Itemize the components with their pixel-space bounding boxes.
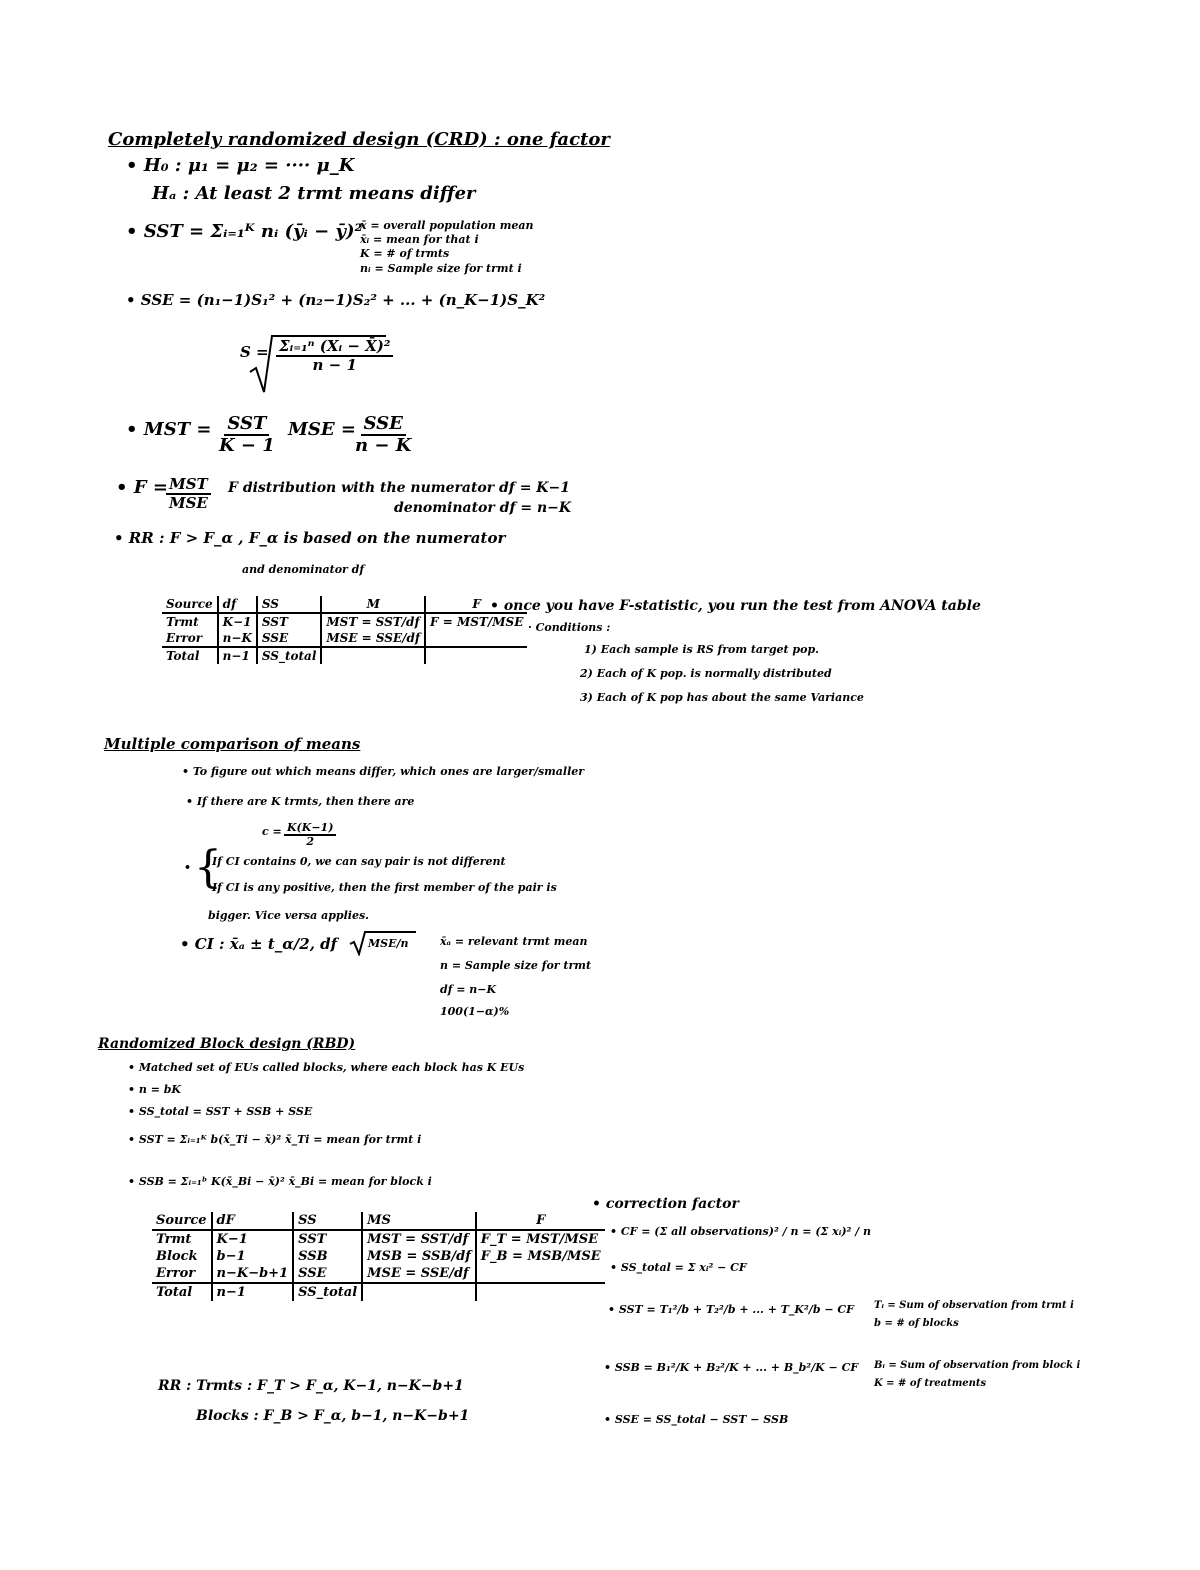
table-cell: Total: [156, 1285, 193, 1300]
table-cell: F = MST/MSE: [425, 613, 527, 630]
condition-item: 2) Each of K pop. is normally distributed: [580, 667, 832, 680]
table-header: dF: [212, 1212, 294, 1230]
table-cell: Error: [162, 630, 218, 647]
crd-rejection-region-2: and denominator df: [242, 563, 365, 576]
crd-note: x̄ = overall population mean: [360, 219, 534, 232]
anova-side-note: • once you have F-statistic, you run the test from ANOVA table: [490, 598, 981, 614]
rbd-rejection-region-2: Blocks : F_B > F_α, b−1, n−K−b+1: [196, 1408, 470, 1424]
condition-item: 3) Each of K pop has about the same Variance: [580, 691, 864, 704]
table-header: SS: [293, 1212, 362, 1230]
table-cell: SSE: [257, 630, 322, 647]
f-note: F distribution with the numerator df = K−1: [228, 480, 570, 496]
rbd-sst-formula: • SST = T₁²/b + T₂²/b + ... + T_K²/b − CF: [608, 1303, 854, 1316]
table-cell: SS_total: [293, 1283, 362, 1301]
table-cell: n−K: [218, 630, 257, 647]
table-cell: Total: [166, 649, 200, 663]
s-numerator: Σᵢ₌₁ⁿ (Xᵢ − X̄)²: [276, 338, 393, 357]
ci-formula: • CI : x̄ₐ ± t_α/2, df: [180, 935, 338, 953]
mse-fraction: [352, 414, 414, 456]
rbd-anova-table: [152, 1212, 605, 1301]
table-cell: [476, 1265, 605, 1283]
mcm-bullet: • To figure out which means differ, which ones are larger/smaller: [182, 765, 585, 778]
table-header: F: [476, 1212, 605, 1230]
table-cell: Error: [152, 1265, 212, 1283]
rbd-bullet: • SSB = Σᵢ₌₁ᵇ K(x̄_Bi − x̄)² x̄_Bi = mean for block i: [128, 1175, 432, 1188]
table-cell: MSE = SSE/df: [321, 630, 425, 647]
table-cell: n−1: [212, 1283, 294, 1301]
c-lhs: c =: [262, 825, 282, 838]
mcm-note: 100(1−α)%: [440, 1005, 510, 1018]
mcm-note: x̄ₐ = relevant trmt mean: [440, 935, 588, 948]
s-fraction: [276, 338, 393, 373]
cf-title: • correction factor: [592, 1196, 739, 1212]
table-cell: MSB = SSB/df: [362, 1248, 476, 1265]
table-cell: K−1: [212, 1230, 294, 1248]
mse-denominator: n − K: [355, 434, 412, 456]
mst-denominator: K − 1: [219, 434, 275, 456]
rbd-title: Randomized Block design (RBD): [98, 1036, 356, 1052]
ci-rule: If CI is any positive, then the first member of the pair is: [212, 881, 557, 894]
rbd-rejection-region: RR : Trmts : F_T > F_α, K−1, n−K−b+1: [158, 1378, 464, 1394]
table-header: M: [321, 596, 425, 613]
table-cell: [476, 1283, 605, 1301]
crd-note: K = # of trmts: [360, 247, 450, 260]
crd-alt-hypothesis: Hₐ : At least 2 trmt means differ: [152, 183, 476, 204]
crd-sse-formula: • SSE = (n₁−1)S₁² + (n₂−1)S₂² + ... + (n_K−1)S_K²: [126, 291, 546, 309]
table-cell: [321, 647, 425, 664]
mse-lhs: MSE =: [288, 419, 356, 440]
c-denominator: 2: [306, 835, 315, 849]
rbd-ssb-formula: • SSB = B₁²/K + B₂²/K + ... + B_b²/K − CF: [604, 1361, 859, 1374]
table-cell: [362, 1283, 476, 1301]
f-note: denominator df = n−K: [394, 500, 572, 516]
mse-numerator: SSE: [361, 414, 406, 436]
mst-fraction: [216, 414, 278, 456]
ssb-note: Bᵢ = Sum of observation from block i: [874, 1360, 1081, 1371]
table-cell: Trmt: [156, 1232, 192, 1247]
f-numerator: MST: [166, 476, 211, 495]
table-header: Source: [162, 596, 218, 613]
table-cell: n−1: [218, 647, 257, 664]
ci-rule: bigger. Vice versa applies.: [208, 909, 369, 922]
table-cell: n−K−b+1: [212, 1265, 294, 1283]
crd-title: Completely randomized design (CRD) : one factor: [108, 129, 610, 150]
table-cell: MST = SST/df: [362, 1230, 476, 1248]
table-cell: MSE = SSE/df: [362, 1265, 476, 1283]
mcm-note: df = n−K: [440, 983, 497, 996]
condition-item: 1) Each sample is RS from target pop.: [584, 643, 819, 656]
table-cell: [425, 647, 527, 664]
conditions-label: · Conditions :: [528, 621, 611, 634]
rbd-bullet: • SS_total = SST + SSB + SSE: [128, 1105, 313, 1118]
crd-note: nᵢ = Sample size for trmt i: [360, 262, 522, 275]
table-cell: K−1: [218, 613, 257, 630]
mcm-bullet: • If there are K trmts, then there are: [186, 795, 415, 808]
brace-symbol: {: [194, 842, 222, 893]
table-cell: SST: [257, 613, 322, 630]
table-cell: SSB: [293, 1248, 362, 1265]
mcm-note: n = Sample size for trmt: [440, 959, 592, 972]
c-numerator: K(K−1): [284, 822, 336, 836]
sst-note: Tᵢ = Sum of observation from trmt i: [874, 1300, 1074, 1311]
table-cell: SSE: [293, 1265, 362, 1283]
table-cell: F_T = MST/MSE: [476, 1230, 605, 1248]
rbd-bullet: • Matched set of EUs called blocks, where each block has K EUs: [128, 1061, 525, 1074]
crd-sst-formula: • SST = Σᵢ₌₁ᴷ nᵢ (ȳᵢ − ȳ)²: [126, 221, 363, 242]
crd-null-hypothesis: • H₀ : μ₁ = μ₂ = ···· μ_K: [126, 155, 355, 176]
table-header: MS: [362, 1212, 476, 1230]
table-cell: SS_total: [257, 647, 322, 664]
table-header: Source: [152, 1212, 212, 1230]
table-cell: F_B = MSB/MSE: [476, 1248, 605, 1265]
ci-rule: If CI contains 0, we can say pair is not different: [212, 855, 506, 868]
table-cell: Block: [156, 1249, 198, 1264]
cf-formula: • CF = (Σ all observations)² / n = (Σ xᵢ)² / n: [610, 1225, 872, 1238]
s-denominator: n − 1: [312, 355, 357, 374]
rbd-sse-formula: • SSE = SS_total − SST − SSB: [604, 1413, 789, 1426]
rbd-bullet: • n = bK: [128, 1083, 181, 1096]
ss-total-formula: • SS_total = Σ xᵢ² − CF: [610, 1261, 747, 1274]
f-fraction: [166, 476, 211, 511]
table-header: F: [425, 596, 527, 613]
crd-rejection-region: • RR : F > F_α , F_α is based on the numerator: [114, 529, 506, 547]
mst-lhs: • MST =: [126, 419, 212, 440]
crd-note: x̄ᵢ = mean for that i: [360, 233, 479, 246]
rbd-bullet: • SST = Σᵢ₌₁ᴷ b(x̄_Ti − x̄)² x̄_Ti = mean for trmt i: [128, 1133, 422, 1146]
ci-sqrt-content: MSE/n: [368, 937, 409, 950]
table-header: df: [218, 596, 257, 613]
c-fraction: [284, 822, 336, 848]
table-cell: b−1: [212, 1248, 294, 1265]
table-cell: MST = SST/df: [321, 613, 425, 630]
mcm-title: Multiple comparison of means: [104, 735, 361, 753]
table-header: SS: [257, 596, 322, 613]
table-cell: [425, 630, 527, 647]
s-lhs: S =: [240, 343, 269, 361]
sst-note: b = # of blocks: [874, 1318, 959, 1329]
table-cell: Trmt: [166, 615, 199, 629]
crd-anova-table: [162, 596, 527, 664]
ssb-note: K = # of treatments: [874, 1378, 987, 1389]
mst-numerator: SST: [224, 414, 269, 436]
bullet-dot: •: [184, 861, 192, 874]
f-lhs: • F =: [116, 477, 168, 498]
f-denominator: MSE: [169, 493, 208, 512]
table-cell: SST: [293, 1230, 362, 1248]
